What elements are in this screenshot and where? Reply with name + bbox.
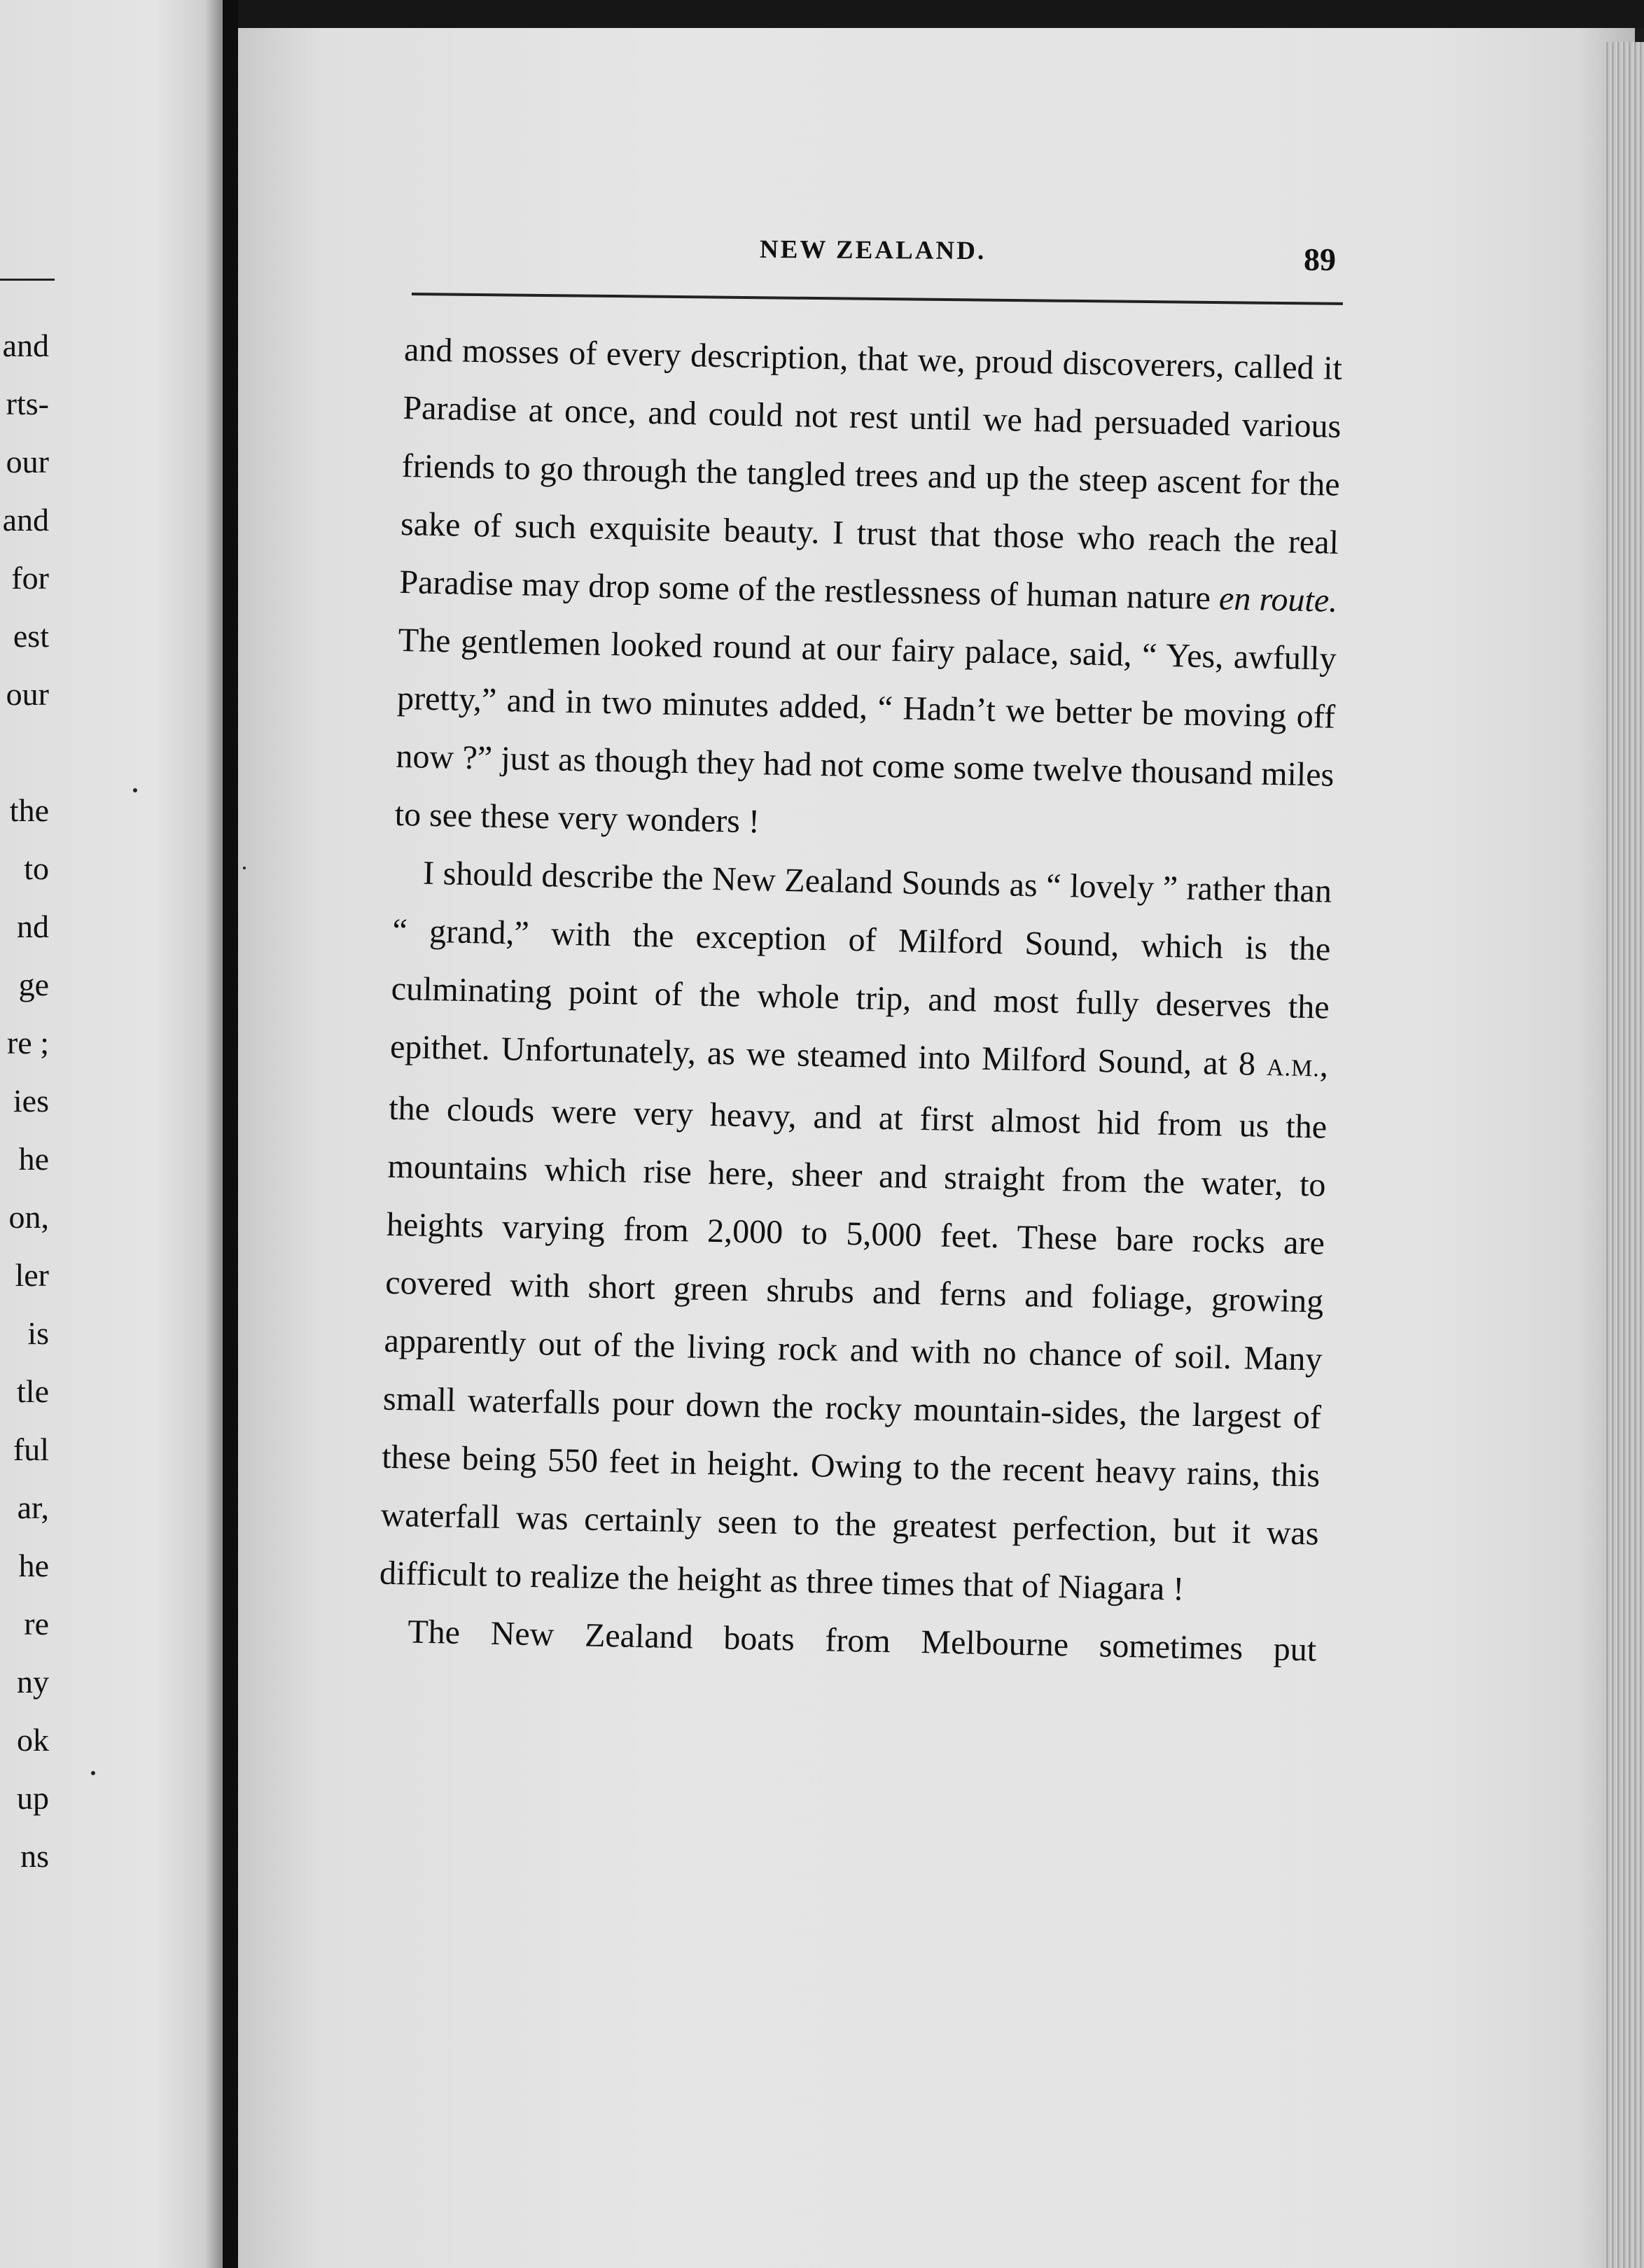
left-facing-page bbox=[0, 0, 223, 2268]
left-line: our bbox=[6, 676, 49, 712]
paragraph-2-small-caps: A.M. bbox=[1266, 1054, 1321, 1082]
running-head: NEW ZEALAND. bbox=[759, 234, 987, 266]
left-line: the bbox=[9, 792, 49, 828]
left-line: ler bbox=[15, 1257, 49, 1293]
paragraph-2-text: I should describe the New Zealand Sounds as “ lovely ” rather than “ grand,” with the exception of Milford Sound, which is the culminating point of the whole trip, and most fully deserves the epithet. Unfortunately, as we steamed into Milford Sound, at 8 bbox=[389, 854, 1332, 1083]
left-line: ar, bbox=[17, 1490, 49, 1525]
left-page-line-fragments bbox=[0, 316, 49, 1885]
paragraph-1-text: and mosses of every description, that we, proud discoverers, called it Paradise at once, and could not rest until we had persuaded various friends to go through the tangled trees and up the steep ascent for the sake of such exquisite beauty. I trust that those who reach the real Paradise may drop some of the restlessness of human nature bbox=[398, 330, 1343, 617]
scan-top-border bbox=[238, 0, 1644, 28]
book-gutter bbox=[223, 0, 238, 2268]
paragraph-3-text: The New Zealand boats from Melbourne sometimes put bbox=[407, 1613, 1317, 1669]
left-line: for bbox=[11, 560, 49, 596]
paragraph-1-italic: en route. bbox=[1218, 580, 1338, 620]
left-line: our bbox=[6, 444, 49, 479]
left-line: he bbox=[18, 1141, 49, 1177]
left-line: he bbox=[18, 1548, 49, 1583]
left-line bbox=[0, 723, 49, 781]
left-line: ies bbox=[13, 1083, 49, 1119]
scan-speck bbox=[243, 867, 246, 869]
left-line: re ; bbox=[6, 1025, 49, 1060]
left-line: ny bbox=[17, 1664, 49, 1700]
paragraph-1-text-cont: The gentlemen looked round at our fairy palace, said, “ Yes, awfully pretty,” and in two minutes added, “ Hadn’t we better be moving off now ?” just as though they had not come some twelve thousand miles to see these very wonders ! bbox=[394, 621, 1337, 841]
scan-speck bbox=[133, 788, 137, 792]
scan-speck bbox=[91, 1771, 95, 1775]
left-line: on, bbox=[8, 1199, 49, 1235]
page-body-text bbox=[378, 321, 1343, 1679]
left-line: and bbox=[2, 328, 49, 363]
left-line: to bbox=[24, 850, 49, 886]
left-line: nd bbox=[17, 909, 49, 944]
left-page-rule bbox=[0, 279, 55, 281]
left-line: ns bbox=[20, 1838, 49, 1874]
left-line: ge bbox=[18, 967, 49, 1002]
page-number: 89 bbox=[1304, 241, 1336, 277]
paragraph-2 bbox=[379, 844, 1332, 1621]
left-line: up bbox=[17, 1780, 49, 1816]
left-line: est bbox=[13, 618, 49, 654]
left-line: rts- bbox=[6, 386, 49, 421]
paragraph-1 bbox=[394, 321, 1343, 862]
page-edges bbox=[1603, 42, 1644, 2268]
left-line: ok bbox=[17, 1722, 49, 1758]
left-line: re bbox=[24, 1606, 49, 1642]
left-line: is bbox=[27, 1315, 49, 1351]
left-line: ful bbox=[13, 1432, 49, 1467]
paragraph-2-text-cont: , the clouds were very heavy, and at first almost hid from us the mountains which rise here, sheer and straight from the water, to heights varying from 2,000 to 5,000 feet. These bare rocks are covered with short green shrubs and ferns and foliage, growing apparently out of the living rock and with no chance of soil. Many small waterfalls pour down the rocky mountain-sides, the largest of these being 550 feet in height. Owing to the recent heavy rains, this waterfall was certainly seen to the greatest perfection, but it was difficult to realize the height as three times that of Niagara ! bbox=[379, 1046, 1329, 1608]
left-line: tle bbox=[17, 1373, 49, 1409]
left-line: and bbox=[2, 502, 49, 538]
